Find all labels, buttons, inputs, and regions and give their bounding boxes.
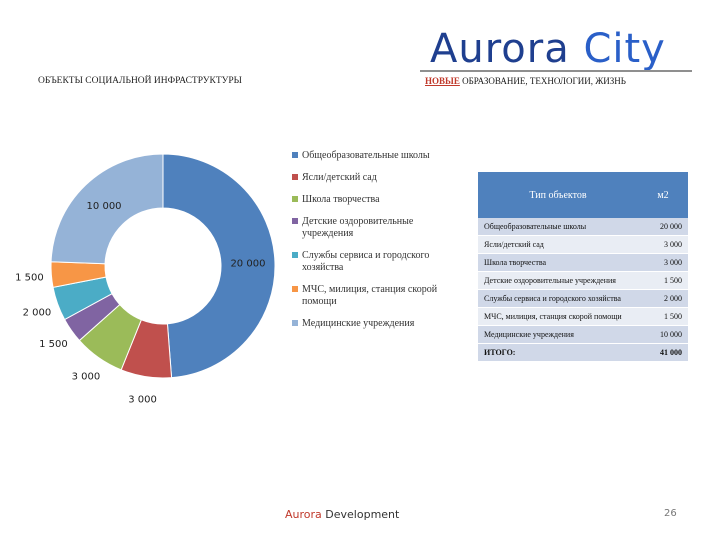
table-cell-type: Ясли/детский сад: [478, 236, 638, 254]
legend-item: [292, 284, 442, 308]
data-label: 10 000: [86, 200, 122, 212]
data-label: 1 500: [39, 339, 68, 351]
table-total-label: ИТОГО:: [478, 344, 638, 362]
table-cell-area: 1 500: [638, 308, 688, 326]
table-row: [478, 218, 688, 236]
data-label: 3 000: [128, 394, 157, 406]
data-label: 3 000: [71, 371, 101, 383]
brand-word-aurora: Aurora: [430, 26, 570, 72]
table-row: [478, 308, 688, 326]
legend-item: [292, 194, 442, 206]
table-cell-type: Медицинские учреждения: [478, 326, 638, 344]
table-cell-type: Школа творчества: [478, 254, 638, 272]
legend-swatch: [292, 286, 298, 292]
legend-item: [292, 150, 442, 162]
legend-swatch: [292, 218, 298, 224]
doughnut-chart: [0, 140, 290, 430]
table-row: [478, 290, 688, 308]
legend-label: Службы сервиса и городского хозяйства: [302, 250, 430, 273]
table-row: [478, 272, 688, 290]
legend-label: МЧС, милиция, станция скорой помощи: [302, 284, 438, 307]
table-cell-area: 2 000: [638, 290, 688, 308]
legend-label: Медицинские учреждения: [302, 318, 415, 329]
column-header-type: Тип объектов: [478, 172, 638, 218]
table-header-row: [478, 172, 688, 218]
footer-brand-rest: Development: [325, 508, 400, 521]
column-header-area: м2: [638, 172, 688, 218]
data-label: 2 000: [22, 307, 52, 319]
brand-logo: [430, 26, 666, 72]
tagline-rest: ОБРАЗОВАНИЕ, ТЕХНОЛОГИИ, ЖИЗНЬ: [462, 76, 626, 86]
table-row: [478, 254, 688, 272]
data-label: 20 000: [230, 258, 266, 270]
table-cell-area: 10 000: [638, 326, 688, 344]
table-cell-area: 3 000: [638, 236, 688, 254]
legend-label: Общеобразовательные школы: [302, 150, 430, 161]
legend-swatch: [292, 196, 298, 202]
legend-swatch: [292, 152, 298, 158]
legend-item: [292, 250, 442, 274]
legend-label: Детские оздоровительные учреждения: [302, 216, 414, 239]
legend-label: Школа творчества: [302, 194, 380, 205]
footer-brand-accent: Aurora: [285, 508, 322, 521]
legend-item: [292, 216, 442, 240]
table-cell-type: Общеобразовательные школы: [478, 218, 638, 236]
table-cell-area: 3 000: [638, 254, 688, 272]
legend-item: [292, 318, 442, 330]
page-title: ОБЪЕКТЫ СОЦИАЛЬНОЙ ИНФРАСТРУКТУРЫ: [38, 76, 242, 86]
brand-word-city: City: [583, 26, 666, 72]
legend-label: Ясли/детский сад: [302, 172, 377, 183]
table-cell-type: Детские оздоровительные учреждения: [478, 272, 638, 290]
table-cell-area: 1 500: [638, 272, 688, 290]
header-divider: [420, 70, 692, 72]
table-row: [478, 236, 688, 254]
chart-legend: [292, 150, 442, 340]
table-row: [478, 326, 688, 344]
table-cell-type: МЧС, милиция, станция скорой помощи: [478, 308, 638, 326]
data-label: 1 500: [15, 272, 44, 284]
legend-item: [292, 172, 442, 184]
tagline-highlight: НОВЫЕ: [425, 76, 460, 86]
legend-swatch: [292, 320, 298, 326]
table-total-value: 41 000: [638, 344, 688, 362]
legend-swatch: [292, 252, 298, 258]
table-cell-area: 20 000: [638, 218, 688, 236]
table-total-row: [478, 344, 688, 362]
brand-tagline: [425, 76, 626, 86]
table-cell-type: Службы сервиса и городского хозяйства: [478, 290, 638, 308]
legend-swatch: [292, 174, 298, 180]
page-number: 26: [664, 508, 677, 519]
footer-brand: [285, 508, 399, 521]
objects-table: [478, 172, 688, 362]
